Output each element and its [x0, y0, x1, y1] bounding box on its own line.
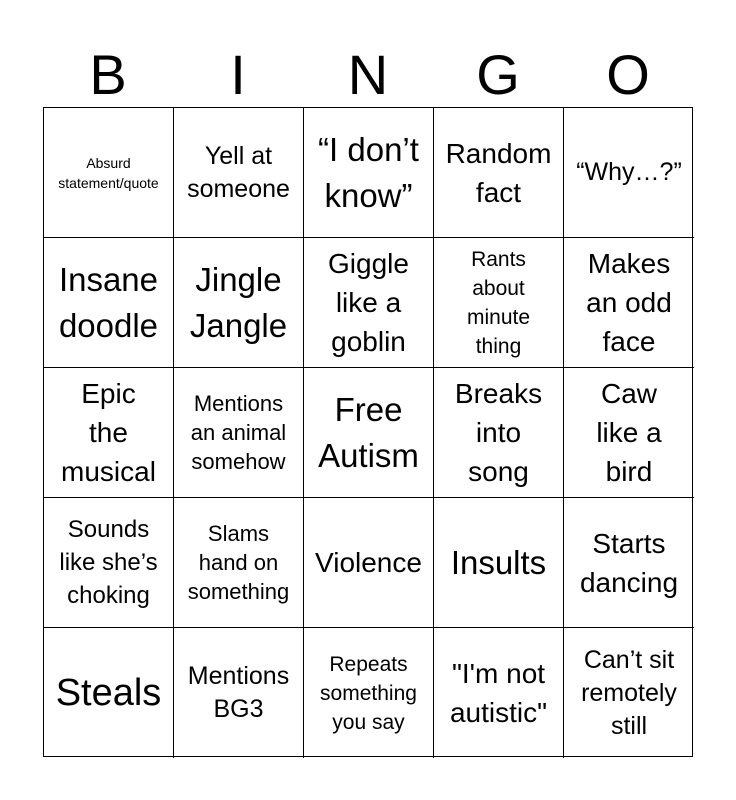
cell-text: Can’t sit remotely still [581, 645, 677, 740]
bingo-cell[interactable] [304, 498, 434, 628]
cell-text: Yell at someone [187, 141, 290, 203]
cell-text: Breaks into song [454, 378, 543, 487]
bingo-cell[interactable] [304, 628, 434, 758]
bingo-cell[interactable] [564, 108, 694, 238]
cell-text: Mentions an animal somehow [190, 391, 287, 474]
cell-text: Rants about minute thing [466, 247, 531, 358]
bingo-cell[interactable] [434, 368, 564, 498]
bingo-cell[interactable] [434, 108, 564, 238]
cell-text: Steals [55, 672, 162, 714]
bingo-cell[interactable] [564, 368, 694, 498]
header-letter-o: O [606, 43, 650, 106]
cell-text: Starts dancing [579, 527, 679, 598]
cell-text: Giggle like a goblin [328, 248, 409, 357]
cell-text: “Why…?” [576, 158, 682, 186]
cell-text: Mentions BG3 [187, 662, 290, 723]
bingo-cell[interactable] [44, 368, 174, 498]
cell-text: Epic the musical [61, 378, 156, 487]
cell-text: Slams hand on something [187, 521, 290, 604]
bingo-cell[interactable] [174, 628, 304, 758]
bingo-cell[interactable] [304, 238, 434, 368]
bingo-cell[interactable] [44, 498, 174, 628]
bingo-cell[interactable] [434, 238, 564, 368]
cell-text: Free Autism [318, 390, 419, 474]
bingo-cell[interactable] [564, 628, 694, 758]
bingo-cell[interactable] [44, 238, 174, 368]
bingo-cell[interactable] [174, 238, 304, 368]
bingo-cell[interactable] [434, 498, 564, 628]
header-letter-n: N [347, 43, 389, 106]
bingo-cell[interactable] [174, 108, 304, 238]
bingo-grid [43, 107, 693, 757]
cell-text: “I don’t know” [318, 130, 419, 214]
bingo-cell[interactable] [434, 628, 564, 758]
bingo-header [43, 44, 693, 106]
bingo-cell[interactable] [44, 628, 174, 758]
bingo-cell[interactable] [304, 108, 434, 238]
bingo-cell[interactable] [564, 498, 694, 628]
bingo-cell[interactable] [174, 498, 304, 628]
bingo-cell[interactable] [304, 368, 434, 498]
header-letter-b: B [89, 43, 127, 106]
bingo-cell[interactable] [174, 368, 304, 498]
header-letter-i: I [230, 43, 246, 106]
cell-text: Repeats something you say [320, 652, 417, 734]
cell-text: Sounds like she’s choking [59, 516, 158, 609]
cell-text: Absurd statement/quote [58, 154, 159, 191]
bingo-cell[interactable] [44, 108, 174, 238]
cell-text: Jingle Jangle [189, 260, 288, 344]
cell-text: "I'm not autistic" [449, 658, 548, 728]
cell-text: Caw like a bird [596, 378, 662, 487]
cell-text: Violence [315, 547, 422, 578]
bingo-cell[interactable] [564, 238, 694, 368]
cell-text: Insults [450, 543, 547, 581]
header-letter-g: G [476, 43, 520, 106]
cell-text: Random fact [445, 137, 552, 208]
cell-text: Insane doodle [58, 260, 159, 344]
cell-text: Makes an odd face [586, 248, 672, 357]
